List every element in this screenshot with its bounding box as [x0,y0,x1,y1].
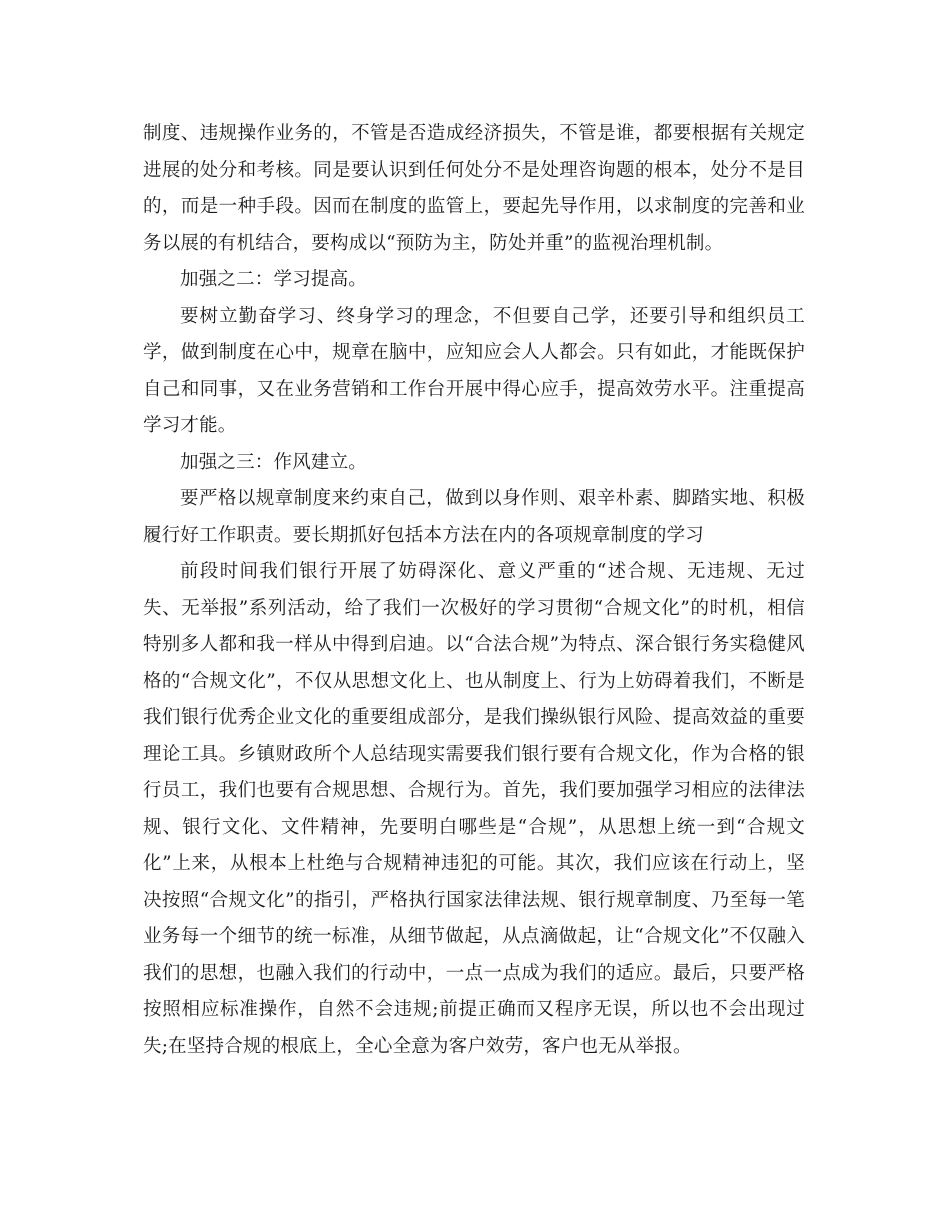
paragraph-1: 制度、违规操作业务的，不管是否造成经济损失，不管是谁，都要根据有关规定进展的处分和考核。同是要认识到任何处分不是处理咨询题的根本，处分不是目的，而是一种手段。因而在制度的监管上，要起先导作用，以求制度的完善和业务以展的有机结合，要构成以“预防为主，防处并重”的监视治理机制。 [143,123,805,254]
paragraph-6: 前段时间我们银行开展了妨碍深化、意义严重的“述合规、无违规、无过失、无举报”系列活动，给了我们一次极好的学习贯彻“合规文化”的时机，相信特别多人都和我一样从中得到启迪。以“合法合规”为特点、深合银行务实稳健风格的“合规文化”，不仅从思想文化上、也从制度上、行为上妨碍着我们，不断是我们银行优秀企业文化的重要组成部分，是我们操纵银行风险、提高效益的重要理论工具。乡镇财政所个人总结现实需要我们银行要有合规文化，作为合格的银行员工，我们也要有合规思想、合规行为。首先，我们要加强学习相应的法律法规、银行文化、文件精神，先要明白哪些是“合规”，从思想上统一到“合规文化”上来，从根本上杜绝与合规精神违犯的可能。其次，我们应该在行动上，坚决按照“合规文化”的指引，严格执行国家法律法规、银行规章制度、乃至每一笔业务每一个细节的统一标准，从细节做起，从点滴做起，让“合规文化”不仅融入我们的思想，也融入我们的行动中，一点一点成为我们的适应。最后，只要严格按照相应标准操作，自然不会违规;前提正确而又程序无误，所以也不会出现过失;在坚持合规的根底上，全心全意为客户效劳，客户也无从举报。 [143,561,805,1057]
paragraph-4-heading: 加强之三：作风建立。 [180,451,368,473]
paragraph-2-heading: 加强之二：学习提高。 [180,269,368,290]
paragraph-5: 要严格以规章制度来约束自己，做到以身作则、艰辛朴素、脚踏实地、积极履行好工作职责。要长期抓好包括本方法在内的各项规章制度的学习 [143,488,805,546]
paragraph-3: 要树立勤奋学习、终身学习的理念，不但要自己学，还要引导和组织员工学，做到制度在心中，规章在脑中，应知应会人人都会。只有如此，才能既保护自己和同事，又在业务营销和工作台开展中得心应手，提高效劳水平。注重提高学习才能。 [143,305,805,436]
document-body [143,116,805,1065]
